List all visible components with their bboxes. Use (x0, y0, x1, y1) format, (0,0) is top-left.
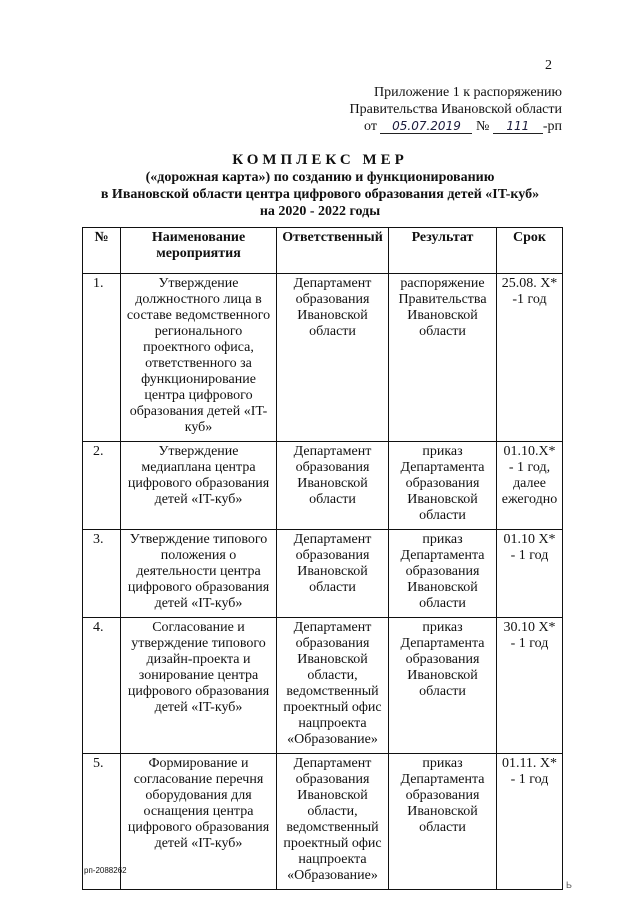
title-line-4: на 2020 - 2022 годы (259, 204, 381, 219)
cell-no: 4. (83, 618, 121, 754)
roadmap-table (82, 227, 563, 890)
table-row (83, 530, 563, 618)
cell-responsible: Департамент образования Ивановской области, ведомственный проектный офис нацпроекта «Образование» (277, 754, 389, 890)
cell-responsible: Департамент образования Ивановской области (277, 442, 389, 530)
title-line-3: в Ивановской области центра цифрового образования детей «IT-куб» (100, 187, 540, 202)
cell-result: приказ Департамента образования Ивановской области (389, 442, 497, 530)
table-row (83, 274, 563, 442)
cell-result: приказ Департамента образования Ивановской области (389, 754, 497, 890)
cell-name: Утверждение типового положения о деятельности центра цифрового образования детей «IT-куб» (121, 530, 277, 618)
cell-no: 1. (83, 274, 121, 442)
document-title (60, 152, 580, 220)
cell-term: 01.10 Х* - 1 год (497, 530, 563, 618)
table-row (83, 618, 563, 754)
cell-term: 30.10 Х* - 1 год (497, 618, 563, 754)
number-suffix: -рп (542, 119, 562, 134)
appendix-line-2: Правительства Ивановской области (349, 102, 562, 117)
cell-responsible: Департамент образования Ивановской области (277, 530, 389, 618)
cell-result: распоряжение Правительства Ивановской области (389, 274, 497, 442)
document-code: рп-2088262 (84, 866, 127, 875)
number-label: № (475, 119, 490, 134)
cell-no: 2. (83, 442, 121, 530)
header-responsible: Ответственный (277, 228, 389, 274)
header-no: № (83, 228, 121, 274)
cell-result: приказ Департамента образования Ивановской области (389, 618, 497, 754)
cell-term: 25.08. Х* -1 год (497, 274, 563, 442)
cell-no: 5. (83, 754, 121, 890)
cell-responsible: Департамент образования Ивановской области (277, 274, 389, 442)
table-row (83, 754, 563, 890)
handwritten-date: 05.07.2019 (380, 120, 472, 134)
appendix-header (332, 84, 562, 135)
handwritten-number: 111 (493, 120, 543, 134)
cell-name: Согласование и утверждение типового дизайн-проекта и зонирование центра цифрового образования детей «IT-куб» (121, 618, 277, 754)
cell-name: Формирование и согласование перечня оборудования для оснащения центра цифрового образования детей «IT-куб» (121, 754, 277, 890)
appendix-line-1: Приложение 1 к распоряжению (374, 85, 562, 100)
cell-name: Утверждение должностного лица в составе ведомственного регионального проектного офиса, ответственного за функционирование центра цифрового образования детей «IT-куб» (121, 274, 277, 442)
cell-responsible: Департамент образования Ивановской области, ведомственный проектный офис нацпроекта «Образование» (277, 618, 389, 754)
scan-stamp-mark: Ь (566, 880, 572, 890)
header-term: Срок (497, 228, 563, 274)
appendix-line-3 (332, 118, 562, 135)
cell-result: приказ Департамента образования Ивановской области (389, 530, 497, 618)
page-number: 2 (545, 58, 552, 73)
cell-no: 3. (83, 530, 121, 618)
title-line-1: КОМПЛЕКС МЕР (232, 152, 408, 168)
table-header-row (83, 228, 563, 274)
title-line-2: («дорожная карта») по созданию и функционированию (145, 170, 495, 185)
cell-term: 01.10.Х* - 1 год, далее ежегодно (497, 442, 563, 530)
header-result: Результат (389, 228, 497, 274)
header-name: Наименование мероприятия (121, 228, 277, 274)
cell-name: Утверждение медиаплана центра цифрового образования детей «IT-куб» (121, 442, 277, 530)
table-row (83, 442, 563, 530)
from-label: от (364, 119, 377, 134)
cell-term: 01.11. Х* - 1 год (497, 754, 563, 890)
